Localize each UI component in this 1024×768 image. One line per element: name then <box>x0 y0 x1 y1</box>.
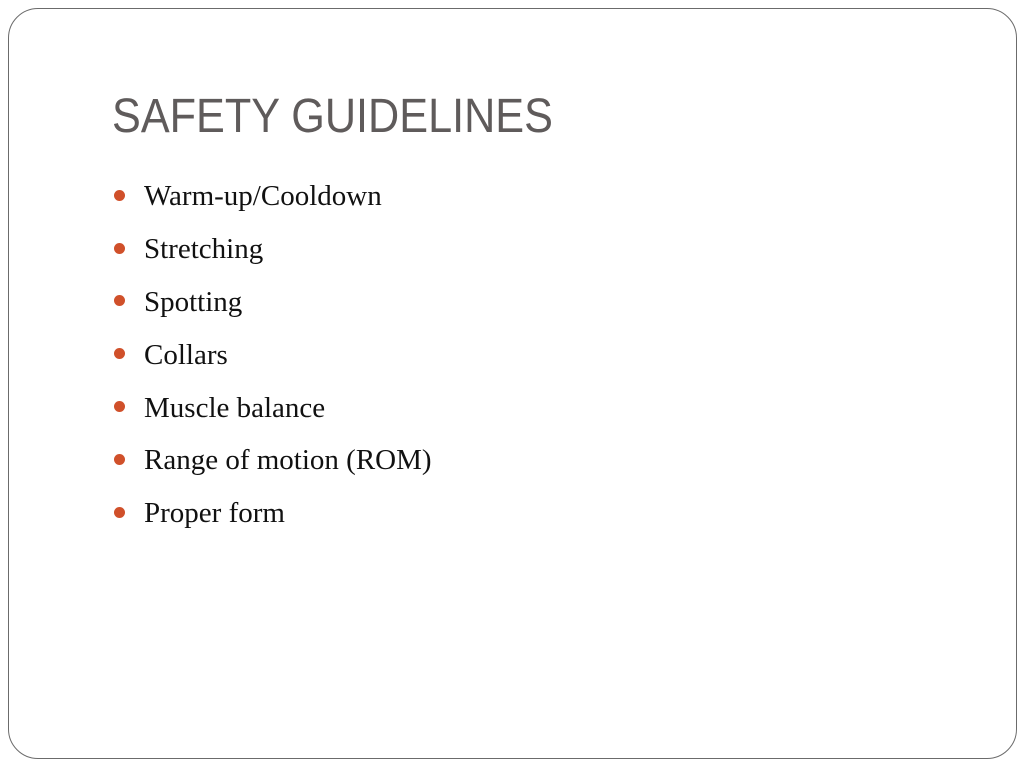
list-item <box>114 328 432 381</box>
bullet-text: Warm-up/Cooldown <box>144 180 382 213</box>
bullet-dot-icon <box>114 401 125 412</box>
list-item <box>114 381 432 434</box>
bullet-dot-icon <box>114 243 125 254</box>
bullet-text: Spotting <box>144 285 243 318</box>
bullet-text: Collars <box>144 338 228 371</box>
bullet-dot-icon <box>114 507 125 518</box>
list-item <box>114 170 432 223</box>
bullet-text: Proper form <box>144 497 285 530</box>
bullet-text: Range of motion (ROM) <box>144 444 432 477</box>
bullet-text: Muscle balance <box>144 391 326 424</box>
bullet-dot-icon <box>114 295 125 306</box>
list-item <box>114 276 432 329</box>
slide-title: SAFETY GUIDELINES <box>112 90 553 143</box>
bullet-dot-icon <box>114 190 125 201</box>
list-item <box>114 223 432 276</box>
list-item <box>114 487 432 540</box>
bullet-dot-icon <box>114 454 125 465</box>
bullet-text: Stretching <box>144 233 264 266</box>
bullet-dot-icon <box>114 348 125 359</box>
bullet-list <box>114 170 432 540</box>
list-item <box>114 434 432 487</box>
